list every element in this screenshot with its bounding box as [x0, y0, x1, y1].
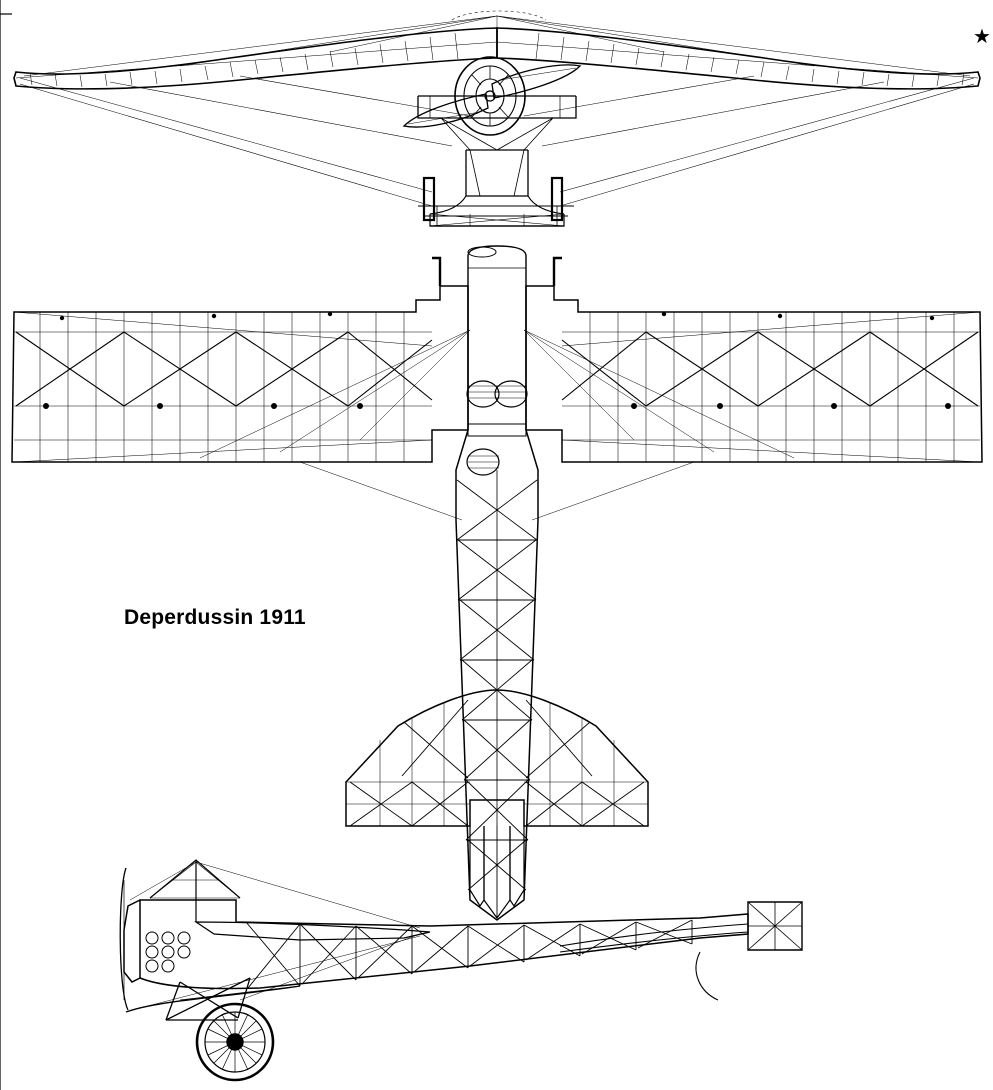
star-icon: ★ [973, 26, 991, 48]
side-view [120, 860, 802, 1080]
registration-marks [0, 0, 12, 1090]
top-view [12, 246, 982, 920]
drawing-caption: Deperdussin 1911 [124, 606, 306, 629]
front-view [14, 11, 980, 226]
